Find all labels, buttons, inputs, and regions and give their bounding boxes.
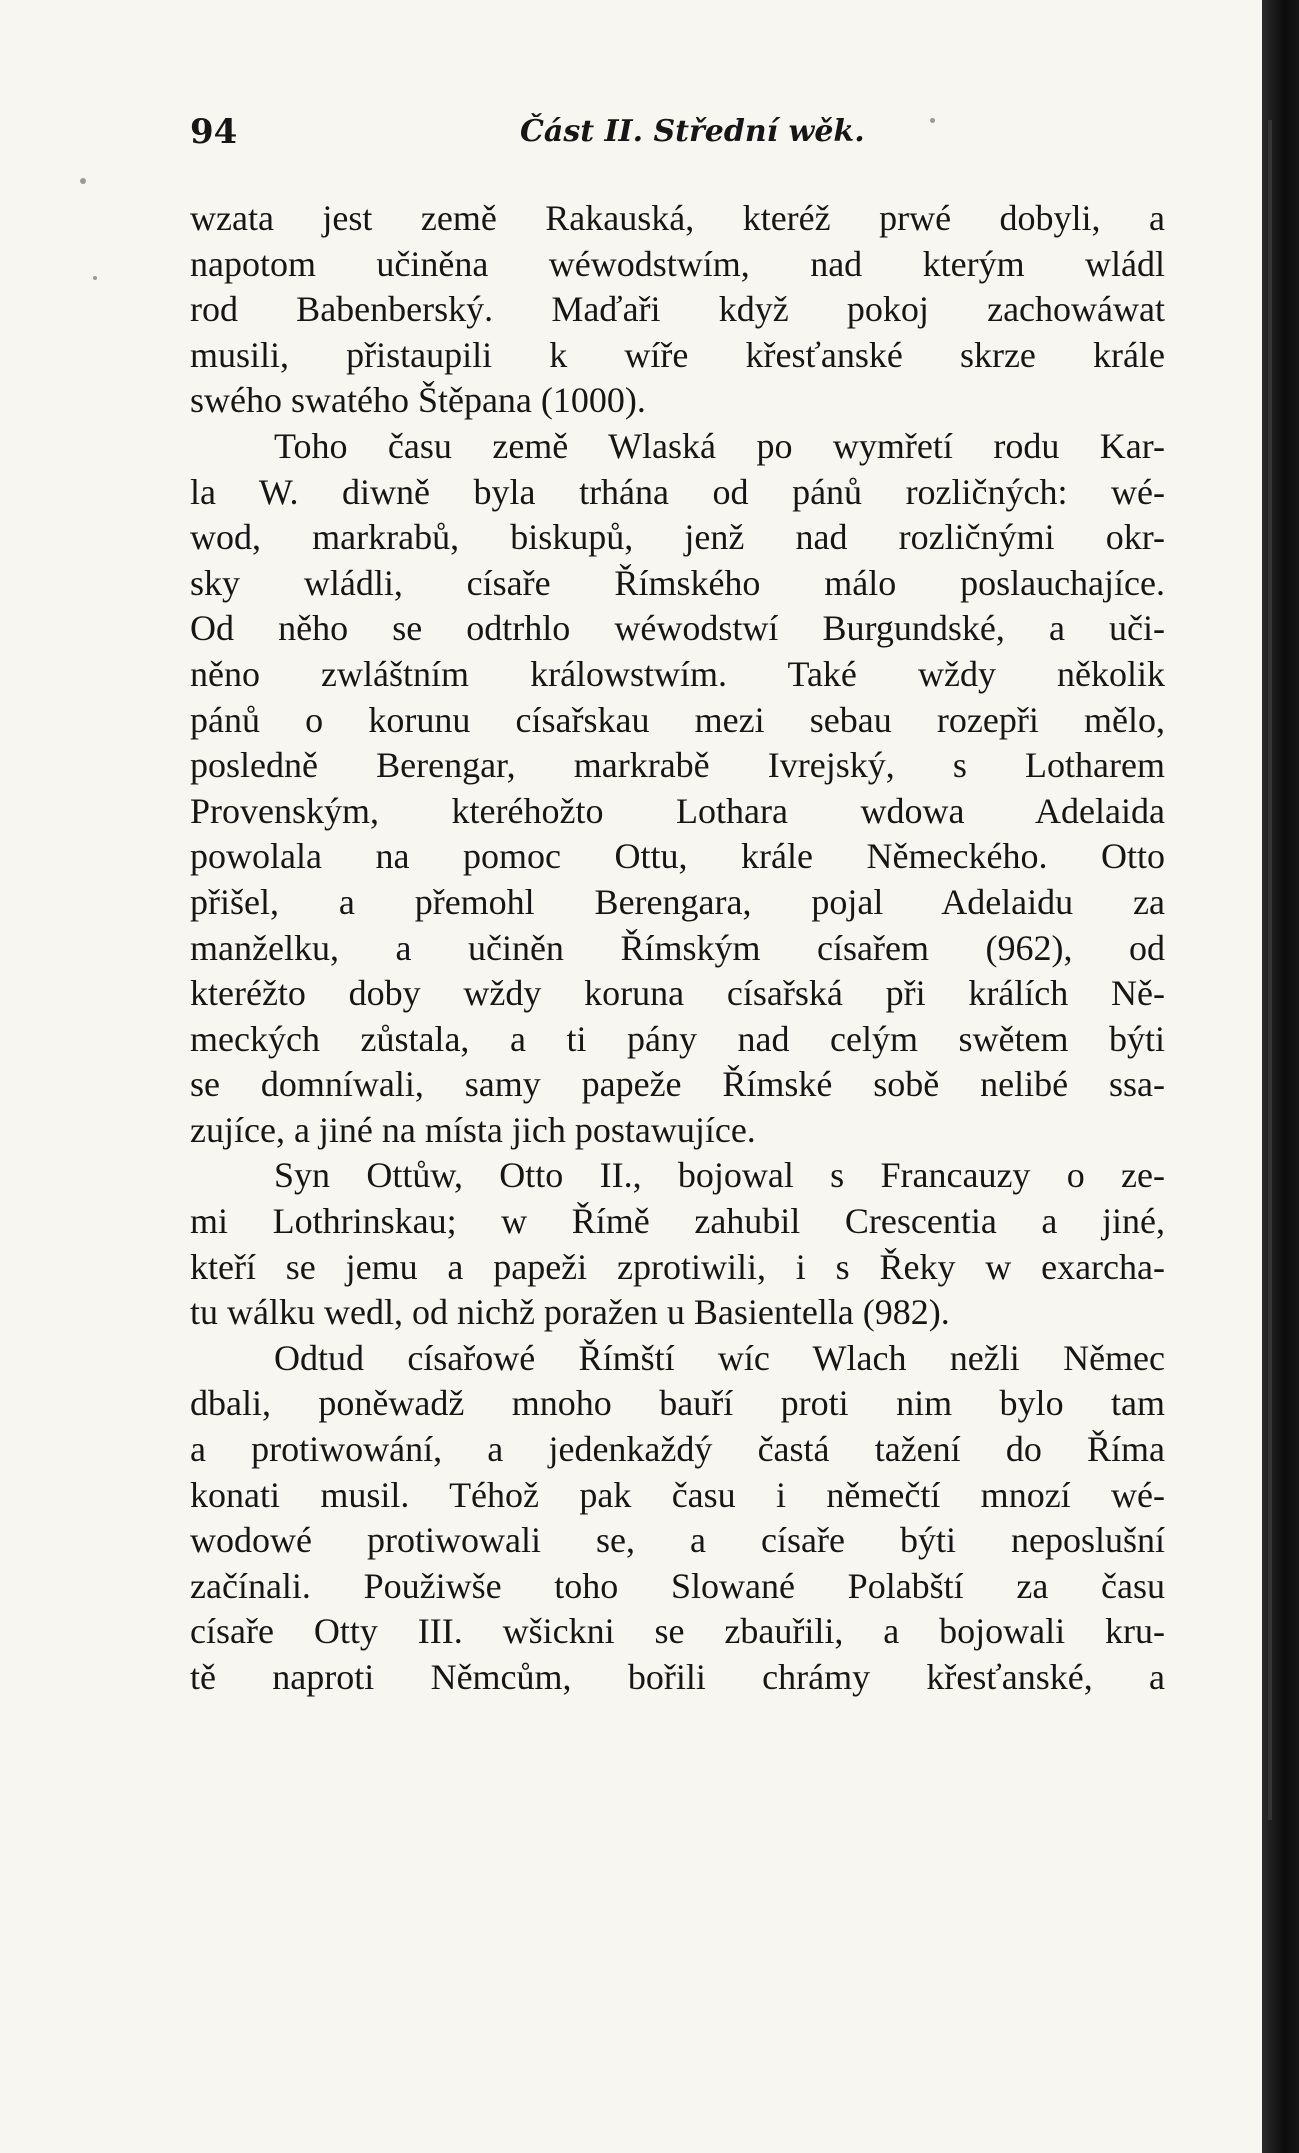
text-line: wod, markrabů, biskupů, jenž nad rozličnými okr- xyxy=(190,517,1165,558)
text-line: Odtud císařowé Římští wíc Wlach nežli Němec xyxy=(274,1337,1165,1378)
running-head: Část II. Střední wěk. xyxy=(520,114,865,149)
text-line: wodowé protiwowali se, a císaře býti neposlušní xyxy=(190,1520,1165,1561)
text-line: Od něho se odtrhlo wéwodstwí Burgundské, a uči- xyxy=(190,608,1165,649)
text-line: meckých zůstala, a ti pány nad celým swětem býti xyxy=(190,1018,1165,1059)
text-line: powolala na pomoc Ottu, krále Německého. Otto xyxy=(190,836,1165,877)
text-line: a protiwowání, a jedenkaždý častá tažení do Říma xyxy=(190,1429,1165,1470)
text-line: dbali, poněwadž mnoho bauří proti nim bylo tam xyxy=(190,1383,1165,1424)
text-line: Provenským, kteréhožto Lothara wdowa Adelaida xyxy=(190,790,1165,831)
text-line: sky wládli, císaře Římského málo poslauchajíce. xyxy=(190,562,1165,603)
text-line: Toho času země Wlaská po wymřetí rodu Kar- xyxy=(274,425,1165,466)
text-line: kteří se jemu a papeži zprotiwili, i s Řeky w exarcha- xyxy=(190,1246,1165,1287)
text-line: přišel, a přemohl Berengara, pojal Adelaidu za xyxy=(190,881,1165,922)
text-line: musili, přistaupili k wíře křesťanské skrze krále xyxy=(190,334,1165,375)
text-line: la W. diwně byla trhána od pánů rozličných: wé- xyxy=(190,471,1165,512)
text-line: se domníwali, samy papeže Římské sobě nelibé ssa- xyxy=(190,1064,1165,1105)
text-line: něno zwláštním králowstwím. Také wždy několik xyxy=(190,653,1165,694)
text-line: začínali. Použiwše toho Slowané Polabští za času xyxy=(190,1565,1165,1606)
text-line: tě naproti Němcům, bořili chrámy křesťanské, a xyxy=(190,1657,1165,1697)
text-line: tu wálku wedl, od nichž poražen u Basientella (982). xyxy=(190,1292,950,1333)
text-line: císaře Otty III. wšickni se zbauřili, a bojowali kru- xyxy=(190,1611,1165,1652)
text-line: kteréžto doby wždy koruna císařská při králích Ně- xyxy=(190,973,1165,1014)
page-number: 94 xyxy=(190,112,238,152)
text-line: konati musil. Téhož pak času i němečtí mnozí wé- xyxy=(190,1474,1165,1515)
text-line: mi Lothrinskau; w Římě zahubil Crescentia a jiné, xyxy=(190,1201,1165,1242)
spine-highlight xyxy=(1268,120,1272,1820)
text-line: zujíce, a jiné na místa jich postawujíce. xyxy=(190,1109,756,1150)
text-line: rod Babenberský. Maďaři když pokoj zachowáwat xyxy=(190,289,1165,330)
paper-speck xyxy=(93,276,97,280)
text-line: napotom učiněna wéwodstwím, nad kterým wládl xyxy=(190,243,1165,284)
text-line: wzata jest země Rakauská, kteréž prwé dobyli, a xyxy=(190,198,1165,238)
text-line: manželku, a učiněn Římským císařem (962), od xyxy=(190,927,1165,968)
paper-speck xyxy=(930,118,935,123)
text-line: Syn Ottůw, Otto II., bojowal s Francauzy o ze- xyxy=(274,1155,1165,1196)
body-text xyxy=(190,196,1165,1701)
text-line: swého swatého Štěpana (1000). xyxy=(190,380,646,421)
page-header xyxy=(190,112,1190,162)
text-line: posledně Berengar, markrabě Ivrejský, s Lotharem xyxy=(190,745,1165,786)
paper-speck xyxy=(80,178,86,184)
text-line: pánů o korunu císařskau mezi sebau rozepři mělo, xyxy=(190,699,1165,740)
